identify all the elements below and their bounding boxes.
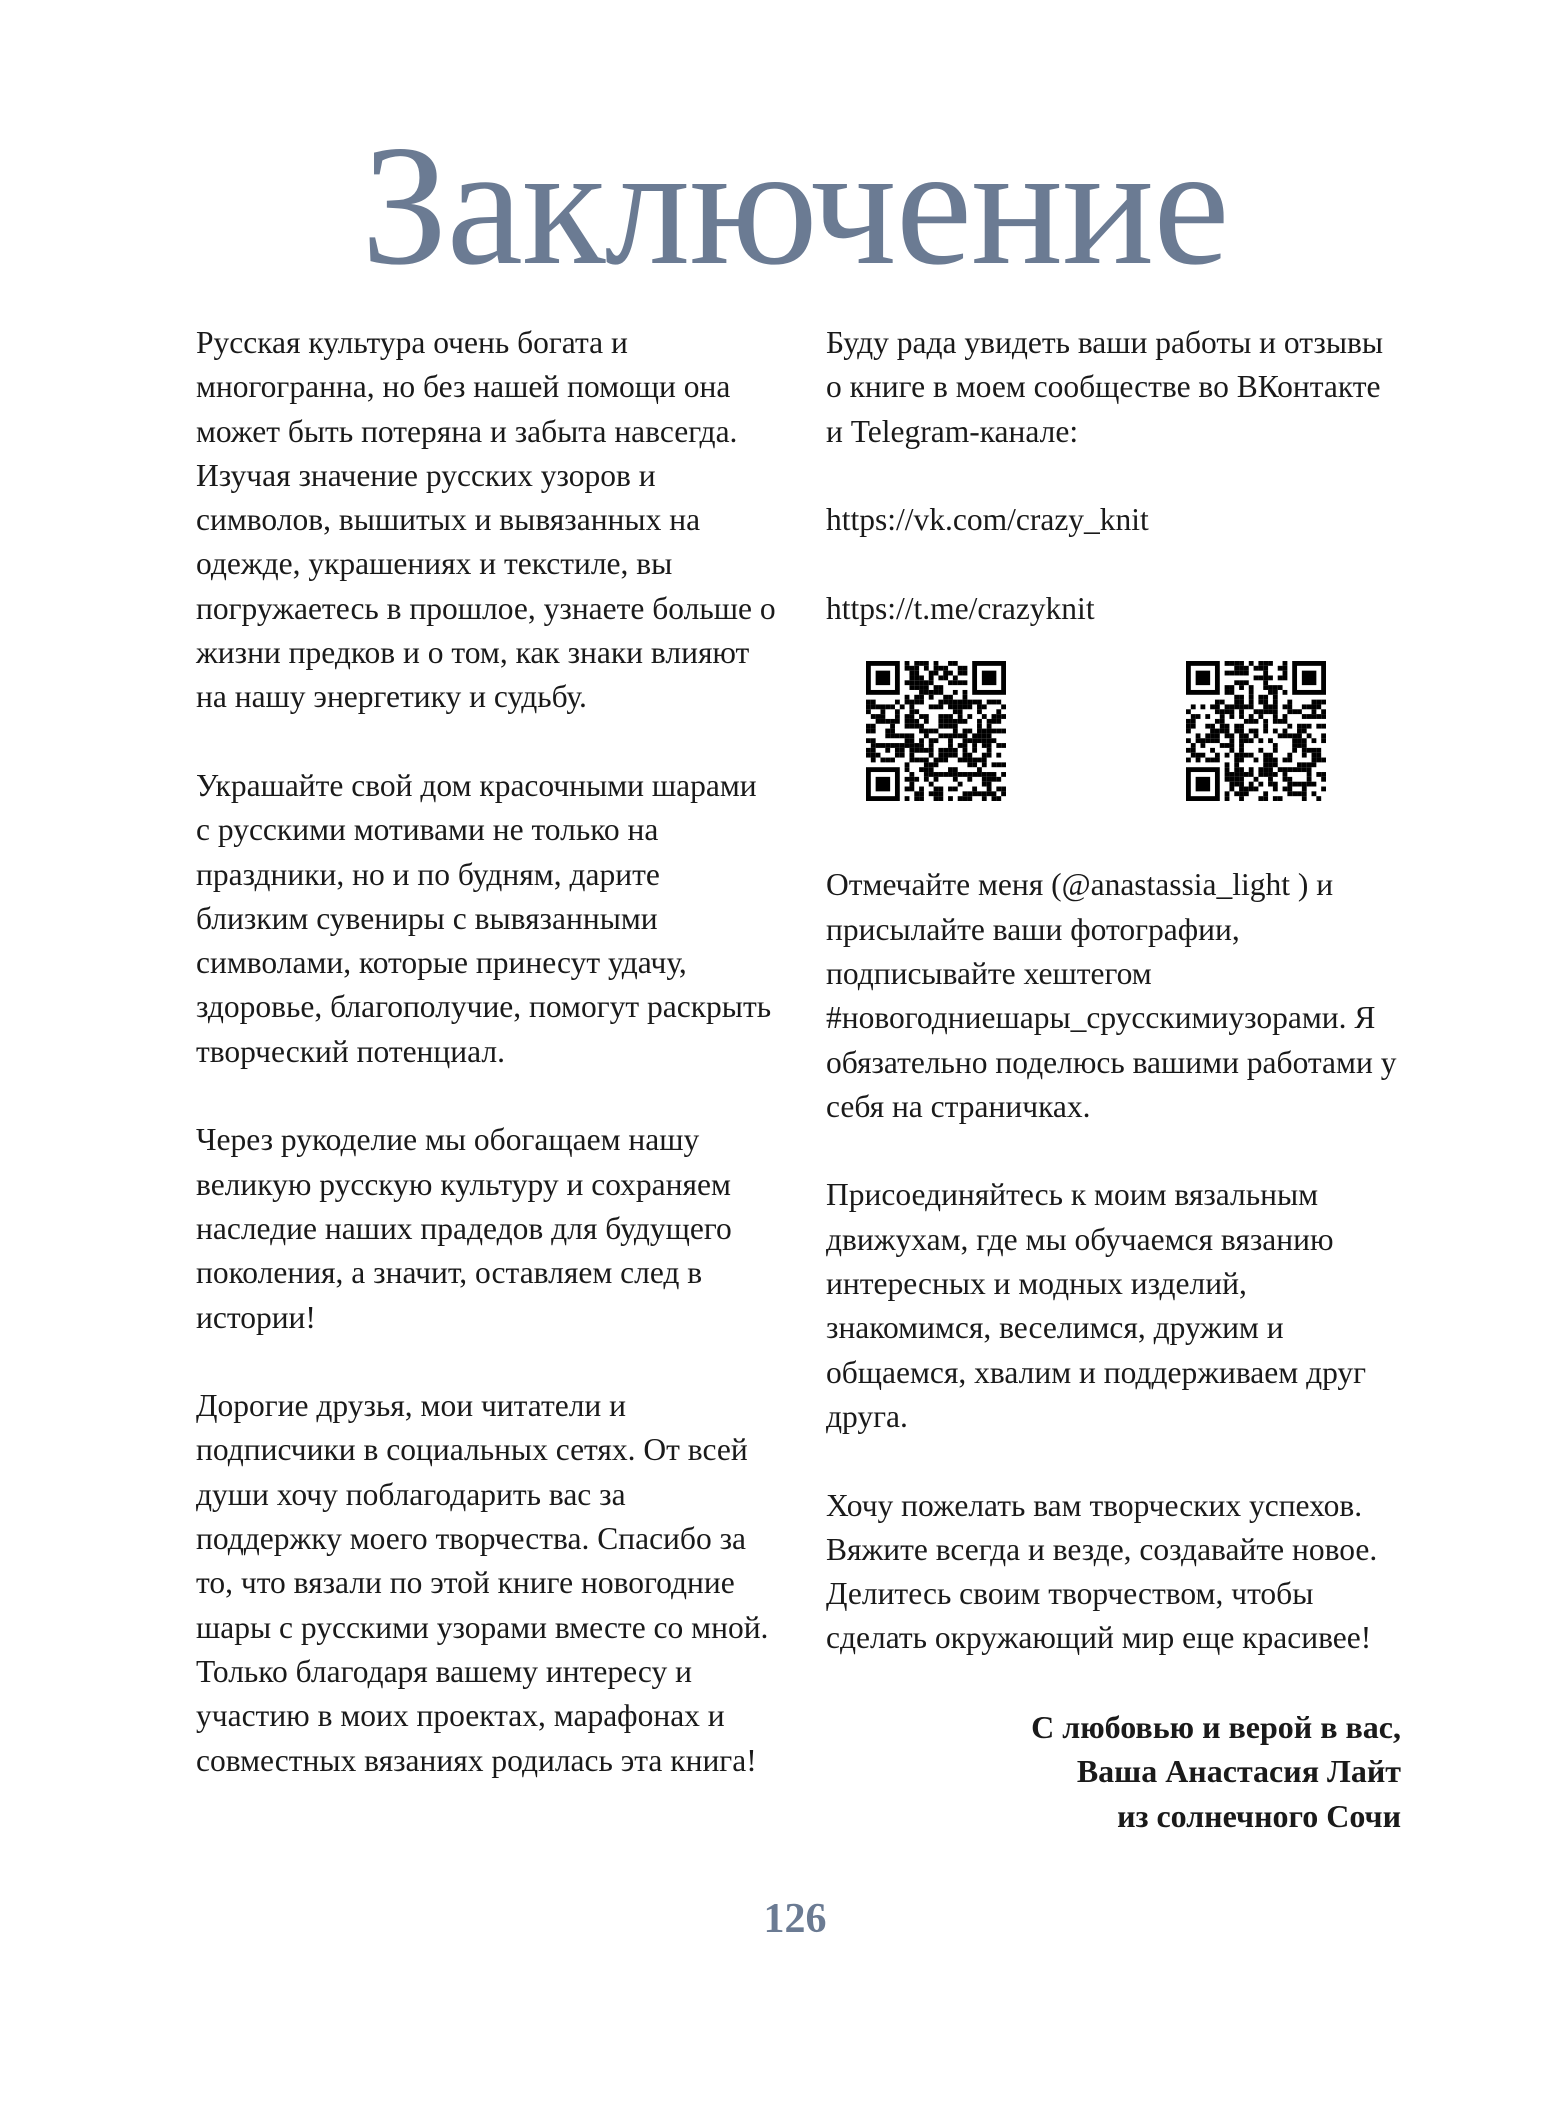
right-column <box>826 321 1401 1838</box>
left-column <box>196 321 776 1827</box>
signature-line: С любовью и верой в вас, <box>1031 1709 1401 1746</box>
paragraph: Дорогие друзья, мои читатели и подписчики в социальных сетях. От всей души хочу поблагодарить вас за поддержку моего творчества. Спасибо за то, что вязали по этой книге новогодние шары с русскими узорами вместе со мной. Только благодаря вашему интересу и участию в моих проектах, марафонах и совместных вязаниях родилась эта книга! <box>196 1388 769 1778</box>
qr-codes <box>826 661 1401 837</box>
paragraph: Отмечайте меня (@anastassia_light ) и присылайте ваши фотографии, подписывайте хештегом #новогодниешары_срусскимиузорами. Я обязательно поделюсь вашими работами у себя на страничках. <box>826 867 1397 1124</box>
paragraph: Хочу пожелать вам творческих успехов. Вяжите всегда и везде, создавайте новое. Делитесь своим творчеством, чтобы сделать окружающий мир еще красивее! <box>826 1487 1378 1656</box>
signature-line: Ваша Анастасия Лайт <box>1076 1753 1401 1790</box>
qr-code-icon <box>1186 661 1326 801</box>
page-number: 126 <box>763 1896 827 1942</box>
paragraph: Русская культура очень богата и многогранна, но без нашей помощи она может быть потеряна и забыта навсегда. Изучая значение русских узоров и символов, вышитых и вывязанных на одежде, украшениях и текстиле, вы погружаетесь в прошлое, узнаете больше о жизни предков и о том, как знаки влияют на нашу энергетику и судьбу. <box>196 325 776 715</box>
paragraph: Украшайте свой дом красочными шарами с русскими мотивами не только на праздники, но и по будням, дарите близким сувениры с вывязанными символами, которые принесут удачу, здоровье, благополучие, помогут раскрыть творческий потенциал. <box>196 767 772 1069</box>
telegram-link[interactable]: https://t.me/crazyknit <box>826 590 1095 626</box>
qr-code-icon <box>866 661 1006 801</box>
page-title: Заключение <box>361 111 1229 301</box>
vk-link[interactable]: https://vk.com/crazy_knit <box>826 502 1149 538</box>
signature-line: из солнечного Сочи <box>1117 1797 1401 1834</box>
paragraph: Буду рада увидеть ваши работы и отзывы о книге в моем сообществе во ВКонтакте и Telegram-канале: <box>826 325 1384 449</box>
signature <box>826 1705 1401 1838</box>
paragraph: Через рукоделие мы обогащаем нашу великую русскую культуру и сохраняем наследие наших прадедов для будущего поколения, а значит, оставляем след в истории! <box>196 1122 732 1335</box>
paragraph: Присоединяйтесь к моим вязальным движухам, где мы обучаемся вязанию интересных и модных изделий, знакомимся, веселимся, дружим и общаемся, хвалим и поддерживаем друг друга. <box>826 1177 1367 1434</box>
